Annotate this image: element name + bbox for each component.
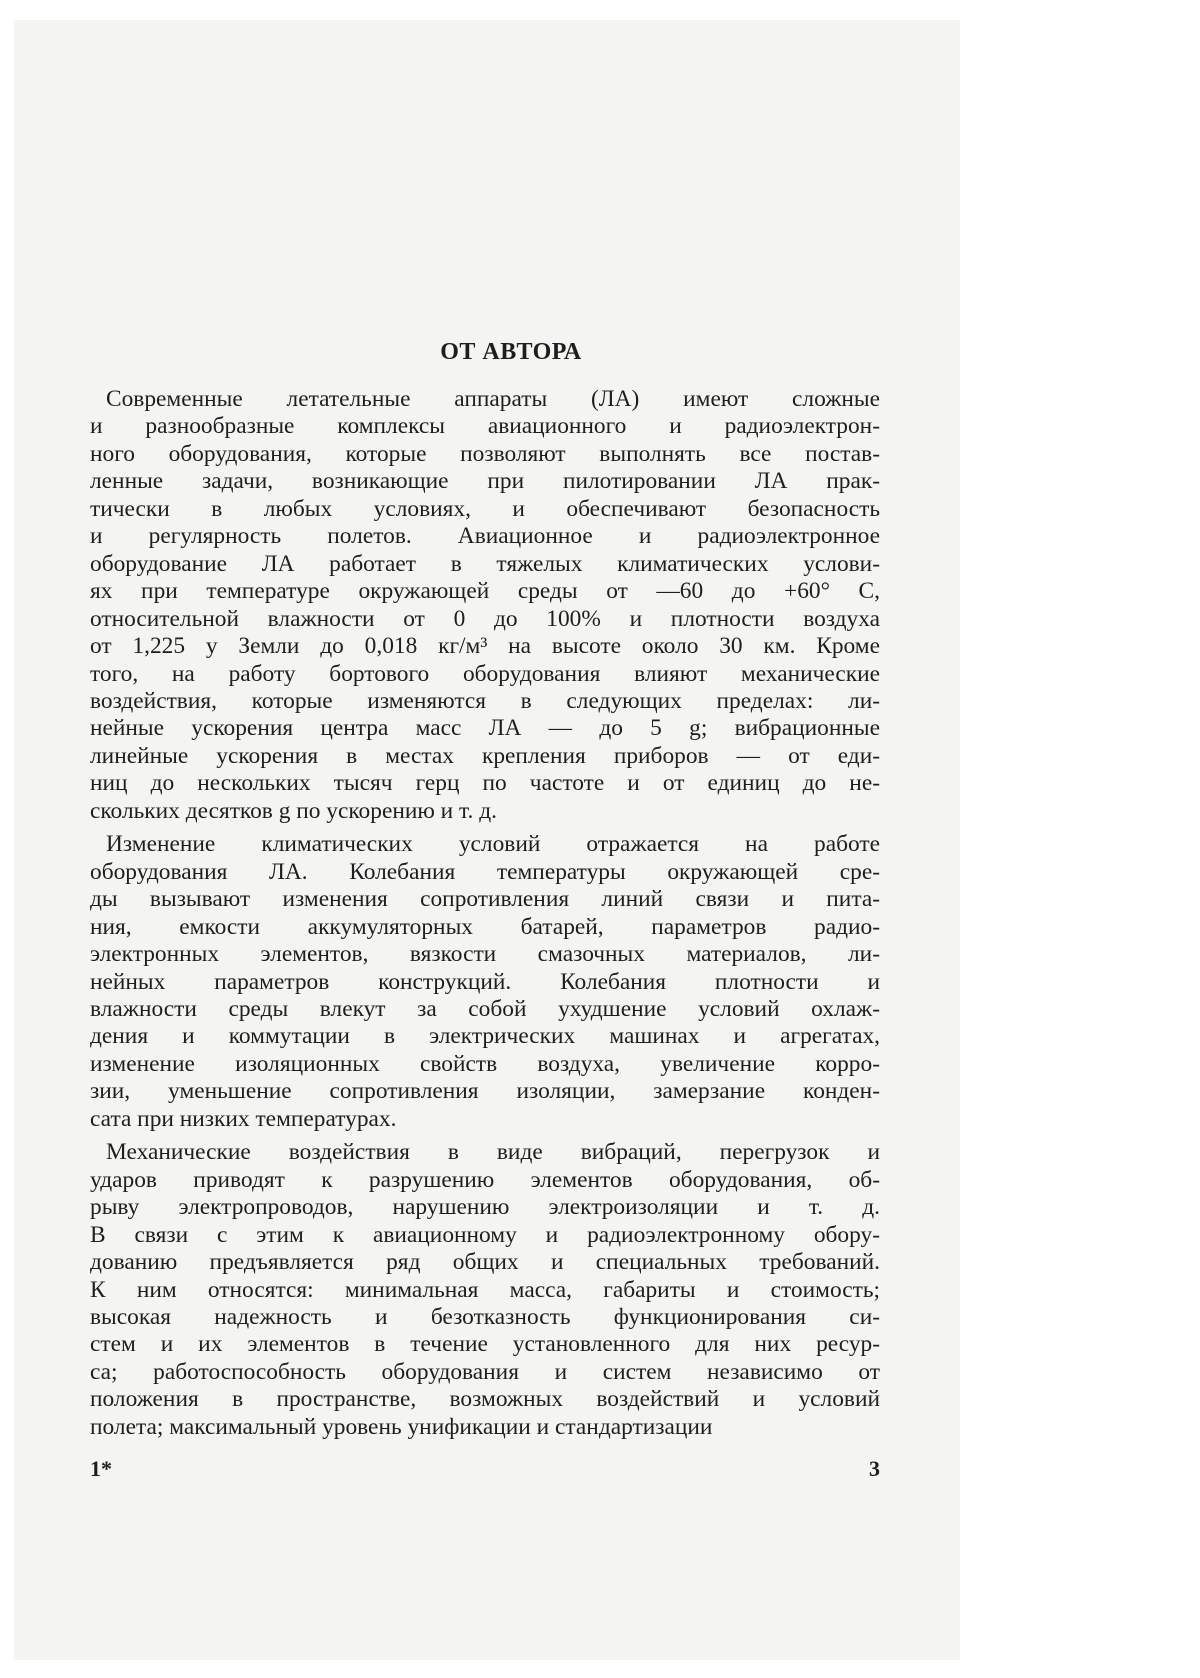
text-line: ях при температуре окружающей среды от —60 до +60° С, — [90, 578, 880, 605]
text-line: высокая надежность и безотказность функционирования си- — [90, 1303, 880, 1330]
paragraph — [90, 831, 880, 1133]
text-line: сата при низких температурах. — [90, 1105, 397, 1132]
text-line: положения в пространстве, возможных воздействий и условий — [90, 1386, 880, 1413]
text-line: электронных элементов, вязкости смазочных материалов, ли- — [90, 941, 880, 968]
text-line: Механические воздействия в виде вибраций, перегрузок и — [106, 1139, 880, 1166]
text-line: ного оборудования, которые позволяют выполнять все постав- — [90, 440, 880, 467]
page-footer — [90, 1456, 880, 1486]
text-line: ниц до нескольких тысяч герц по частоте и от единиц до не- — [90, 770, 880, 797]
text-line: и регулярность полетов. Авиационное и радиоэлектронное — [90, 523, 880, 550]
text-line: В связи с этим к авиационному и радиоэлектронному обору- — [90, 1221, 880, 1248]
text-line: изменение изоляционных свойств воздуха, увеличение корро- — [90, 1050, 880, 1077]
paragraph — [90, 1139, 880, 1441]
text-line: линейные ускорения в местах крепления приборов — от еди- — [90, 742, 880, 769]
text-line: полета; максимальный уровень унификации и стандартизации — [90, 1413, 713, 1440]
text-line: ды вызывают изменения сопротивления линий связи и пита- — [90, 886, 880, 913]
text-line: скольких десятков g по ускорению и т. д. — [90, 797, 497, 824]
text-line: дения и коммутации в электрических машинах и агрегатах, — [90, 1023, 880, 1050]
text-line: нейные ускорения центра масс ЛА — до 5 g; вибрационные — [90, 715, 880, 742]
signature-mark: 1* — [90, 1456, 112, 1481]
text-line: ния, емкости аккумуляторных батарей, параметров радио- — [90, 913, 880, 940]
text-line: ленные задачи, возникающие при пилотировании ЛА прак- — [90, 468, 880, 495]
text-line: зии, уменьшение сопротивления изоляции, замерзание конден- — [90, 1078, 880, 1105]
text-line: Изменение климатических условий отражается на работе — [106, 831, 880, 858]
paragraph — [90, 386, 880, 825]
text-line: са; работоспособность оборудования и систем независимо от — [90, 1358, 880, 1385]
text-line: воздействия, которые изменяются в следующих пределах: ли- — [90, 687, 880, 714]
text-line: и разнообразные комплексы авиационного и радиоэлектрон- — [90, 413, 880, 440]
page-number: 3 — [869, 1456, 880, 1481]
text-block — [90, 335, 880, 1447]
text-line: рыву электропроводов, нарушению электроизоляции и т. д. — [90, 1194, 880, 1221]
text-line: ударов приводят к разрушению элементов оборудования, об- — [90, 1166, 880, 1193]
text-line: К ним относятся: минимальная масса, габариты и стоимость; — [90, 1276, 880, 1303]
text-line: дованию предъявляется ряд общих и специальных требований. — [90, 1249, 880, 1276]
text-line: влажности среды влекут за собой ухудшение условий охлаж- — [90, 995, 880, 1022]
text-line: того, на работу бортового оборудования влияют механические — [90, 660, 880, 687]
text-line: тически в любых условиях, и обеспечивают безопасность — [90, 495, 880, 522]
paragraphs — [90, 386, 880, 1441]
text-line: относительной влажности от 0 до 100% и плотности воздуха — [90, 605, 880, 632]
page-heading: ОТ АВТОРА — [440, 339, 582, 365]
text-line: оборудования ЛА. Колебания температуры окружающей сре- — [90, 858, 880, 885]
book-page — [14, 20, 960, 1660]
text-line: от 1,225 у Земли до 0,018 кг/м³ на высоте около 30 км. Кроме — [90, 633, 880, 660]
text-line: нейных параметров конструкций. Колебания плотности и — [90, 968, 880, 995]
text-line: оборудование ЛА работает в тяжелых климатических услови- — [90, 550, 880, 577]
text-line: Современные летательные аппараты (ЛА) имеют сложные — [106, 386, 880, 412]
text-line: стем и их элементов в течение установленного для них ресур- — [90, 1331, 880, 1358]
